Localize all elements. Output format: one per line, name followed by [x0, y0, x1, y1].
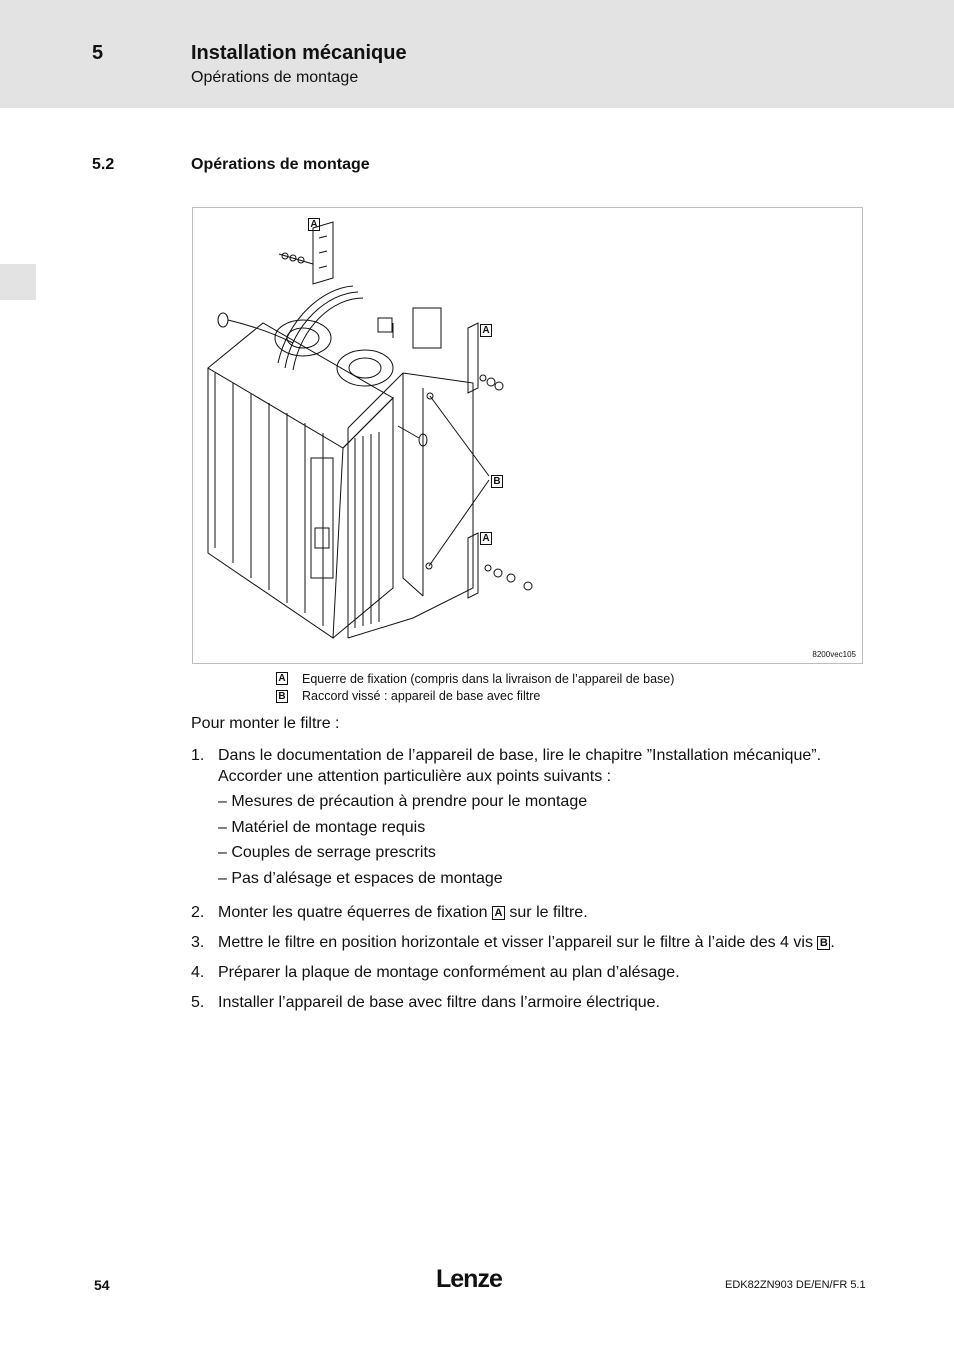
mounting-figure [192, 207, 863, 664]
document-reference: EDK82ZN903 DE/EN/FR 5.1 [725, 1279, 866, 1291]
figure-label-a-lower: A [480, 532, 492, 545]
step-3 [191, 932, 851, 953]
chapter-side-tab [0, 264, 36, 300]
mounting-illustration [193, 208, 864, 665]
filter-body [348, 308, 473, 638]
figure-label-a-top: A [308, 218, 320, 231]
legend-text: Raccord vissé : appareil de base avec filtre [302, 689, 541, 704]
step-1 [191, 745, 851, 893]
sub-item: – Pas d’alésage et espaces de montage [218, 869, 503, 887]
step-number: 1. [191, 747, 205, 764]
lenze-logo: Lenze [436, 1265, 502, 1293]
figure-legend [276, 670, 674, 705]
figure-code: 8200vec105 [812, 650, 856, 659]
legend-item [276, 670, 674, 688]
step-4 [191, 962, 851, 983]
legend-text: Equerre de fixation (compris dans la livraison de l’appareil de base) [302, 671, 675, 686]
step-text: . [830, 934, 835, 951]
sub-item: – Matériel de montage requis [218, 818, 426, 836]
step-number: 4. [191, 964, 205, 981]
legend-key: B [276, 690, 288, 703]
step-text: Installer l’appareil de base avec filtre dans l’armoire électrique. [218, 994, 660, 1011]
chapter-title: Installation mécanique [191, 42, 407, 64]
steps-list [191, 745, 851, 1022]
page-number: 54 [94, 1277, 110, 1293]
step-1-sublist [218, 791, 851, 893]
section-title: Opérations de montage [191, 156, 370, 173]
figure-label-a-upper: A [480, 324, 492, 337]
step-text: Dans le documentation de l’appareil de base, lire le chapitre ”Installation mécanique”. Accorder une attention particulière aux points suivants : [218, 747, 822, 785]
sub-item: – Couples de serrage prescrits [218, 844, 436, 861]
step-text: sur le filtre. [509, 904, 588, 921]
header-band [0, 0, 954, 108]
step-number: 5. [191, 994, 205, 1011]
chapter-number: 5 [92, 42, 104, 64]
intro-text: Pour monter le filtre : [191, 715, 340, 732]
step-number: 3. [191, 934, 205, 951]
chapter-subtitle: Opérations de montage [191, 69, 359, 86]
step-2 [191, 902, 851, 923]
inline-label-a: A [492, 906, 505, 920]
legend-item [276, 688, 674, 706]
bracket-top [279, 222, 333, 284]
legend-key: A [276, 672, 288, 685]
step-5 [191, 992, 851, 1013]
inline-label-b: B [817, 936, 830, 950]
bracket-right-lower [468, 533, 532, 598]
step-text: Préparer la plaque de montage conformément au plan d’alésage. [218, 964, 680, 981]
device-body [208, 320, 393, 638]
step-text: Monter les quatre équerres de fixation [218, 904, 488, 921]
sub-item: – Mesures de précaution à prendre pour le montage [218, 793, 588, 810]
figure-label-b: B [491, 475, 503, 488]
step-text: Mettre le filtre en position horizontale et visser l’appareil sur le filtre à l’aide des 4 vis [218, 934, 813, 951]
section-number: 5.2 [92, 156, 115, 173]
step-number: 2. [191, 904, 205, 921]
